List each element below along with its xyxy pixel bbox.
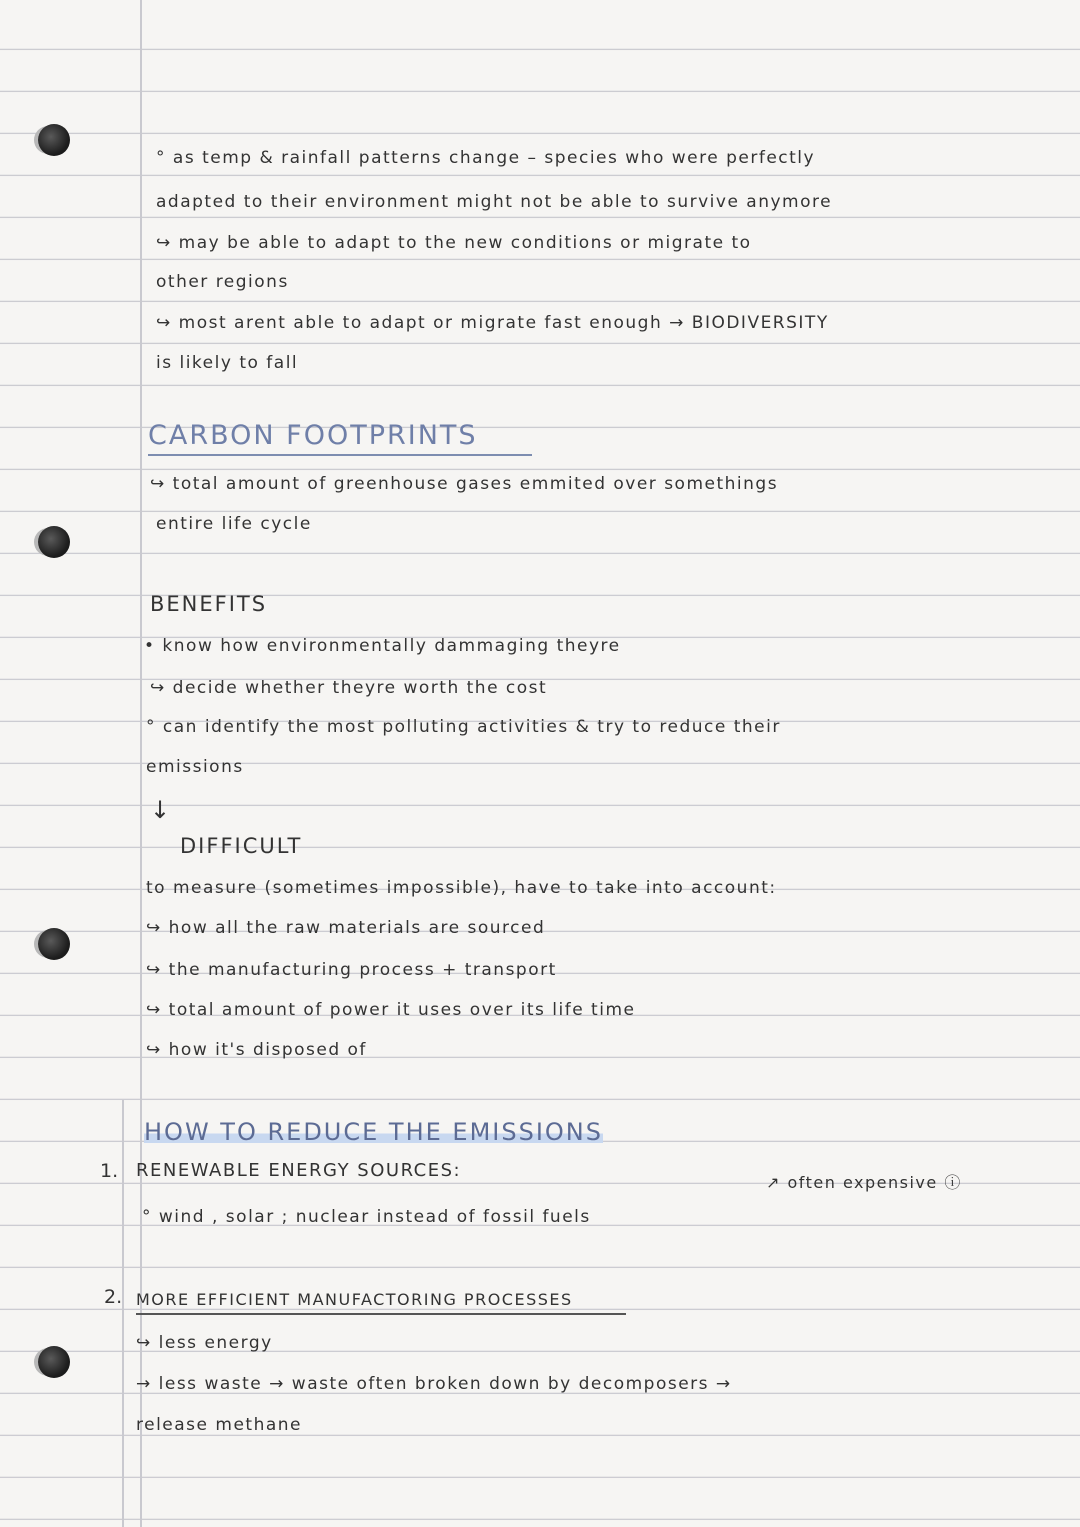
heading-underline — [136, 1313, 626, 1315]
section-heading-reduce-emissions — [144, 1118, 603, 1146]
heading-underline — [148, 454, 532, 456]
binder-hole — [38, 124, 70, 156]
note-line: ↪ the manufacturing process + transport — [146, 960, 557, 980]
note-line: adapted to their environment might not be able to survive anymore — [156, 192, 833, 212]
note-line: other regions — [156, 272, 289, 292]
note-line: ↪ how all the raw materials are sourced — [146, 918, 546, 938]
list-item-title: RENEWABLE ENERGY SOURCES: — [136, 1160, 462, 1181]
note-line: ° can identify the most polluting activities & try to reduce their — [146, 717, 781, 737]
note-line: • know how environmentally dammaging theyre — [144, 636, 621, 656]
note-line: ↪ may be able to adapt to the new conditions or migrate to — [156, 233, 752, 253]
list-number: 2. — [104, 1286, 123, 1308]
down-arrow-icon: ↓ — [150, 796, 172, 824]
binder-hole — [38, 1346, 70, 1378]
note-line: emissions — [146, 757, 244, 777]
note-line: ↪ most arent able to adapt or migrate fast enough → BIODIVERSITY — [156, 313, 829, 333]
note-line: ↪ decide whether theyre worth the cost — [150, 678, 548, 698]
binder-hole — [38, 526, 70, 558]
side-note: ↗ often expensive ⓘ — [766, 1173, 962, 1192]
note-line: ↪ less energy — [136, 1333, 273, 1353]
margin-line-lower — [122, 1100, 124, 1527]
note-line: → less waste → waste often broken down by decomposers → — [136, 1374, 732, 1394]
section-heading-carbon-footprints: CARBON FOOTPRINTS — [148, 420, 478, 451]
note-line: ° wind , solar ; nuclear instead of fossil fuels — [142, 1207, 591, 1227]
note-line: ↪ total amount of greenhouse gases emmited over somethings — [150, 474, 779, 494]
note-line: ↪ total amount of power it uses over its life time — [146, 1000, 636, 1020]
list-number: 1. — [100, 1160, 119, 1182]
list-item-title: MORE EFFICIENT MANUFACTORING PROCESSES — [136, 1290, 573, 1309]
note-line: to measure (sometimes impossible), have to take into account: — [146, 878, 777, 898]
highlighted-heading-text: HOW TO REDUCE THE EMISSIONS — [144, 1118, 603, 1146]
note-line: entire life cycle — [156, 514, 312, 534]
section-heading-difficult: DIFFICULT — [180, 834, 303, 858]
section-heading-benefits: BENEFITS — [150, 592, 268, 616]
note-line: ° as temp & rainfall patterns change – species who were perfectly — [156, 148, 816, 168]
note-line: ↪ how it's disposed of — [146, 1040, 367, 1060]
note-line: is likely to fall — [156, 353, 299, 373]
note-line: release methane — [136, 1415, 303, 1435]
binder-hole — [38, 928, 70, 960]
